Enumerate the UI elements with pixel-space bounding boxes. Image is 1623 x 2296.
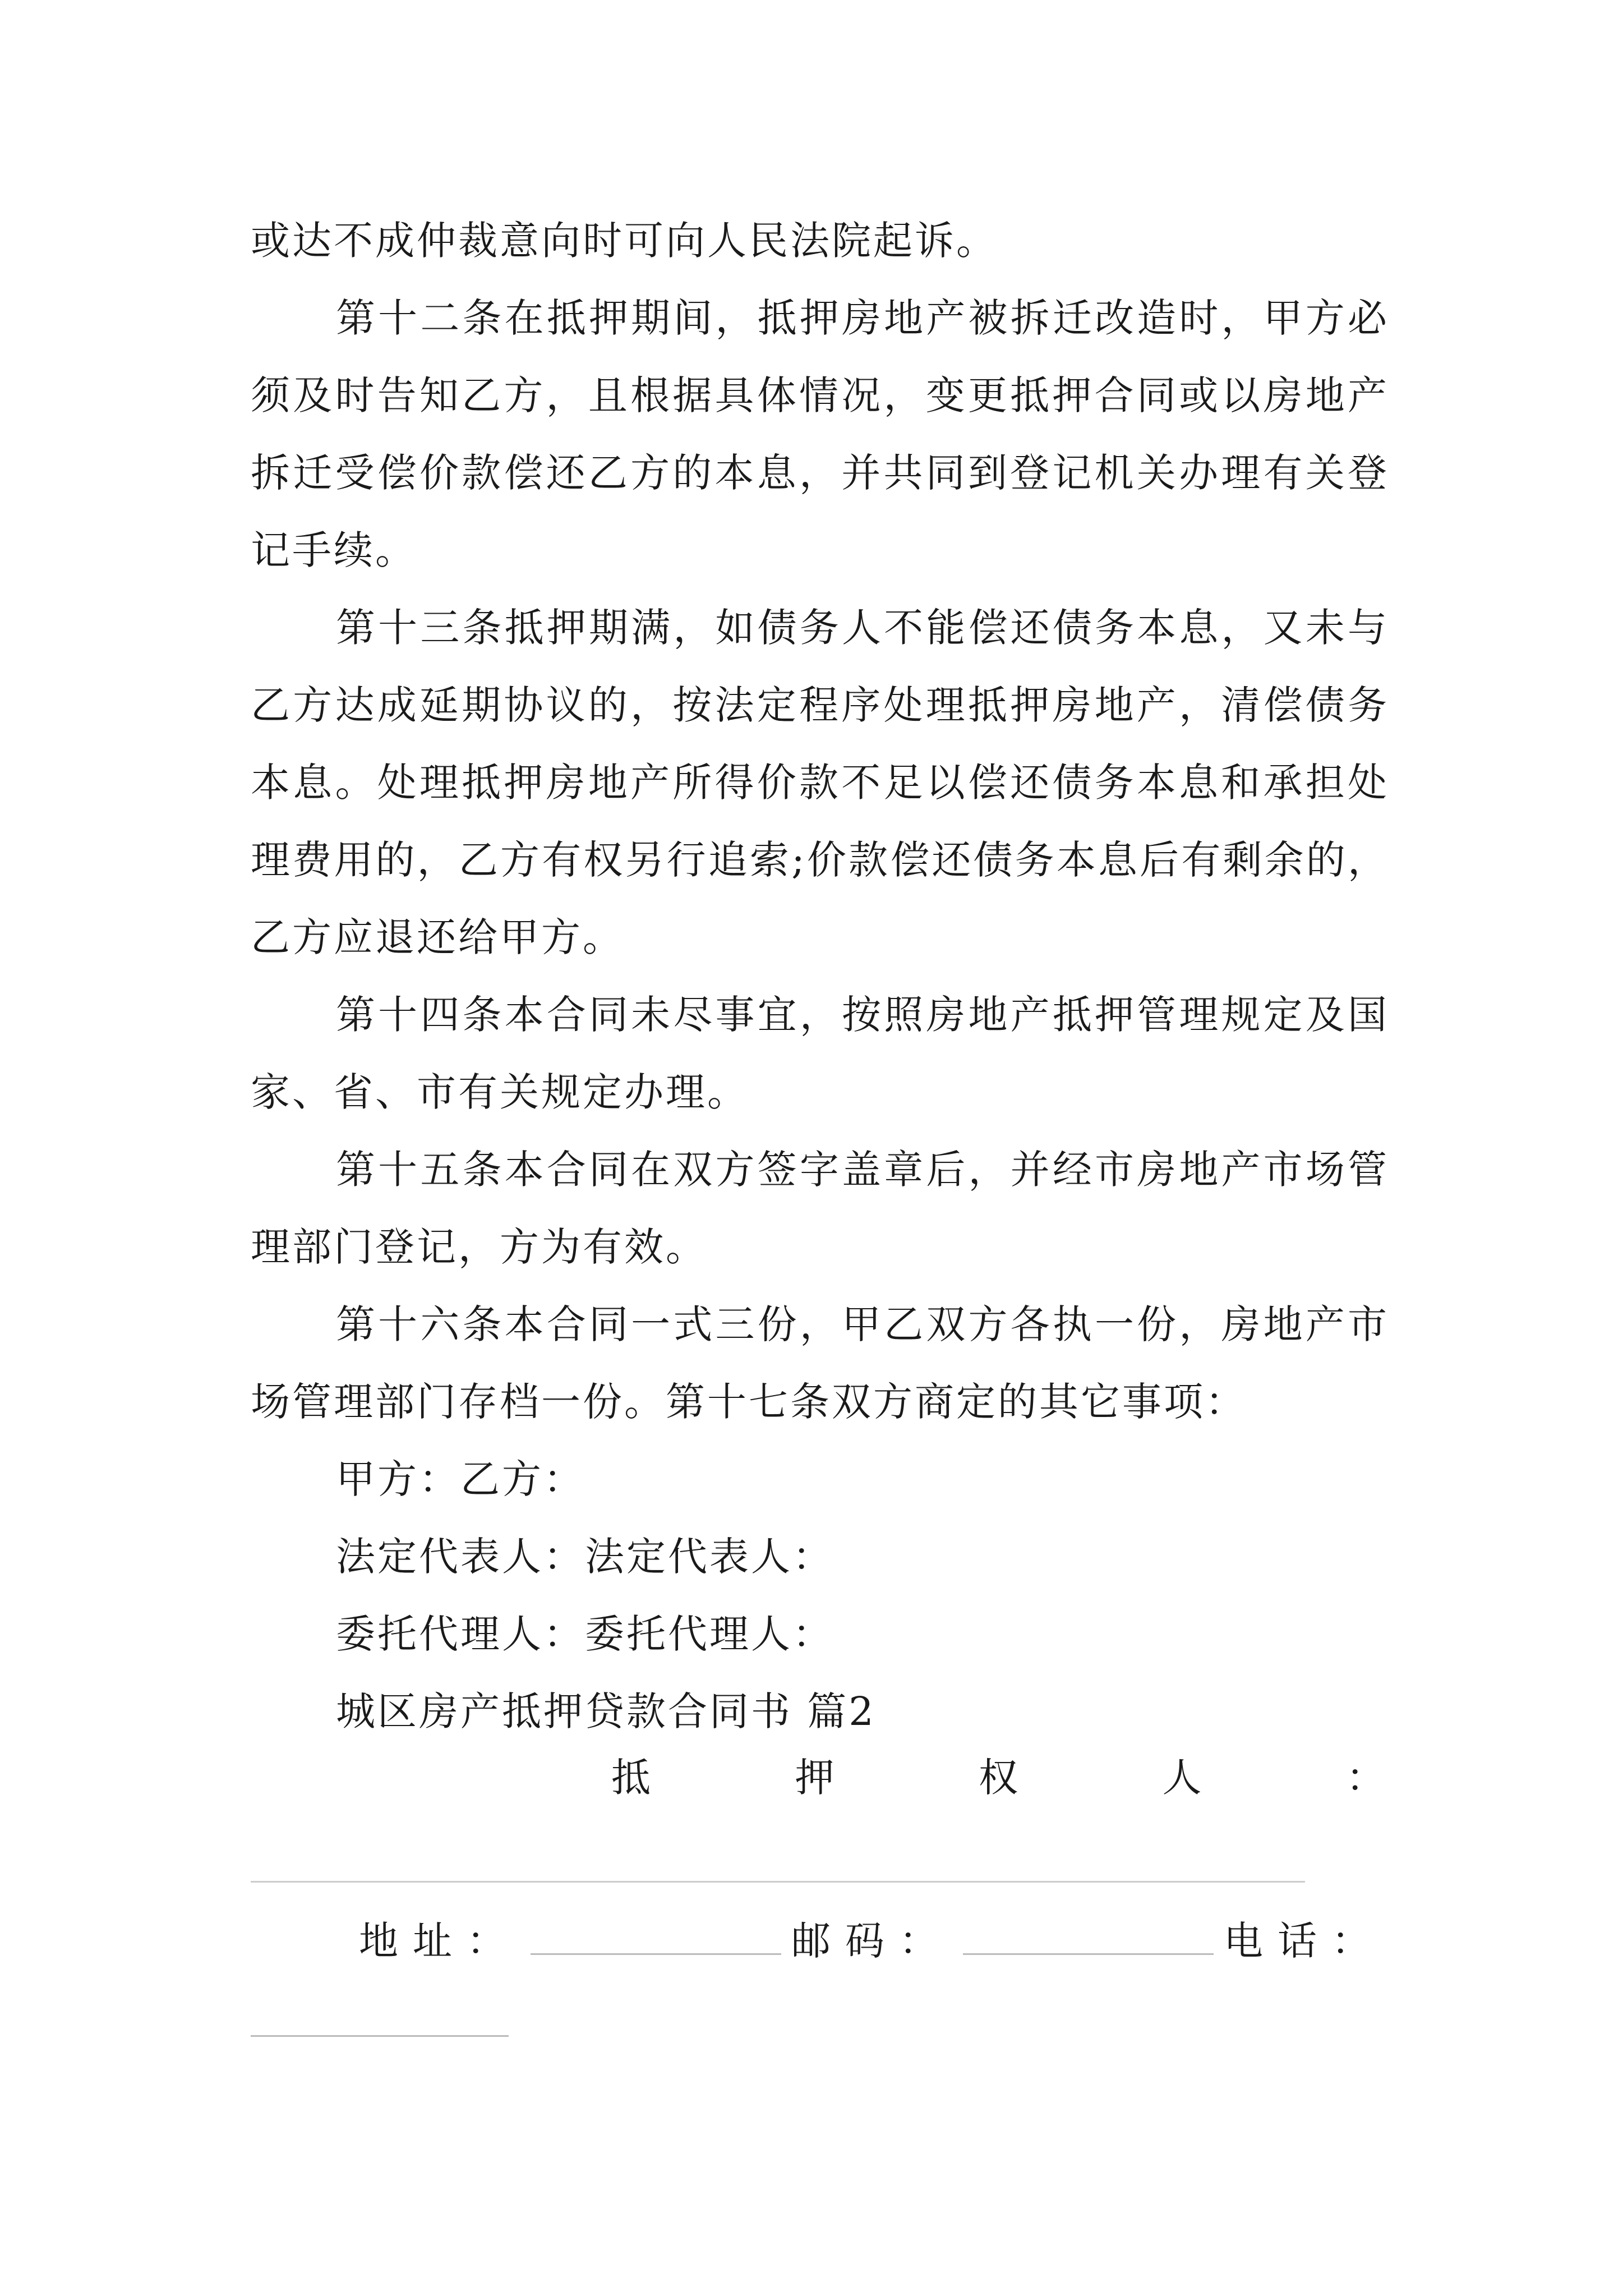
paragraph-article-13: 第十三条抵押期满，如债务人不能偿还债务本息，又未与乙方达成延期协议的，按法定程序处理抵押房地产，清偿债务本息。处理抵押房地产所得价款不足以偿还债务本息和承担处理费用的，乙方有权另行追索;价款偿还债务本息后有剩余的，乙方应退还给甲方。 (251, 605, 1389, 960)
paragraph-article-14: 第十四条本合同未尽事宜，按照房地产抵押管理规定及国家、省、市有关规定办理。 (251, 992, 1389, 1115)
signature-parties: 甲方：乙方： (336, 1456, 585, 1502)
address-fill-line[interactable] (531, 1953, 781, 1955)
paragraph-0: 或达不成仲裁意向时可向人民法院起诉。 (251, 218, 998, 264)
mortgagee-label (611, 1739, 1385, 1816)
section-title: 城区房产抵押贷款合同书 篇2 (336, 1688, 876, 1734)
postcode-fill-line[interactable] (963, 1953, 1214, 1955)
phone-fill-line[interactable] (251, 2035, 509, 2037)
paragraph-article-15: 第十五条本合同在双方签字盖章后，并经市房地产市场管理部门登记，方为有效。 (251, 1147, 1389, 1270)
mortgagee-fill-line[interactable] (251, 1881, 1305, 1883)
signature-legal-rep: 法定代表人：法定代表人： (336, 1534, 834, 1580)
contact-row (359, 1910, 1385, 1972)
mortgagee-char-3: 权 (979, 1755, 1018, 1801)
paragraph-article-12: 第十二条在抵押期间，抵押房地产被拆迁改造时，甲方必须及时告知乙方，且根据具体情况，变更抵押合同或以房地产拆迁受偿价款偿还乙方的本息，并共同到登记机关办理有关登记手续。 (251, 295, 1389, 573)
postcode-label: 邮码： (791, 1918, 953, 1964)
mortgagee-char-4: 人 (1162, 1755, 1202, 1801)
phone-label: 电话： (1224, 1918, 1385, 1964)
address-label: 地址： (359, 1918, 520, 1964)
mortgagee-colon: ： (1346, 1755, 1385, 1801)
signature-agent: 委托代理人：委托代理人： (336, 1611, 834, 1657)
mortgagee-char-2: 押 (795, 1755, 834, 1801)
paragraph-article-16: 第十六条本合同一式三份，甲乙双方各执一份，房地产市场管理部门存档一份。第十七条双方商定的其它事项： (251, 1301, 1389, 1425)
contract-body (251, 202, 1389, 1750)
mortgagee-char-1: 抵 (611, 1755, 651, 1801)
